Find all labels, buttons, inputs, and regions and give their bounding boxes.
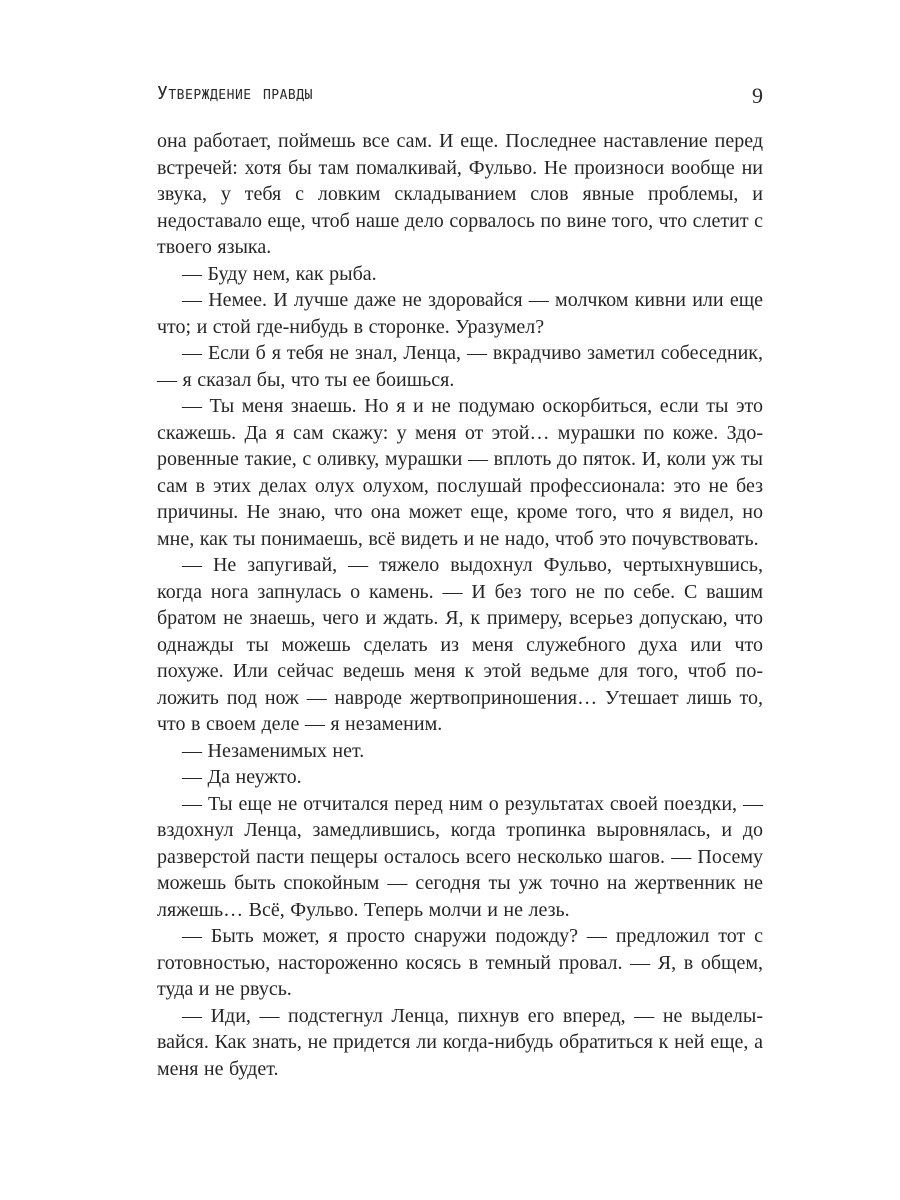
paragraph-1: она работает, поймешь все сам. И еще. Последнее наставление перед встречей: хотя бы там помалкивай, Фульво. Не произноси вообще ни звука, у тебя с ловким складыванием слов явные проблемы, и недоставало еще, чтоб наше дело сорвалось по вине того, что слетит с твоего языка. bbox=[157, 130, 763, 258]
paragraph-4: — Если б я тебя не знал, Ленца, — вкрадчиво заметил собеседник, — я сказал бы, что ты ее боишься. bbox=[157, 342, 763, 391]
body-text bbox=[157, 128, 763, 1082]
paragraph-11: — Иди, — подстегнул Ленца, пихнув его вперед, — не выделывайся. Как знать, не придется ли когда-нибудь обратиться к ней еще, а меня не будет. bbox=[157, 1004, 763, 1080]
paragraph-3: — Немее. И лучше даже не здоровайся — молчком кивни или еще что; и стой где-нибудь в сторонке. Уразумел? bbox=[157, 289, 763, 338]
paragraph-9: — Ты еще не отчитался перед ним о результатах своей поездки, — вздохнул Ленца, замедлившись, когда тропинка выровнялась, и до разверстой пасти пещеры осталось всего несколько шагов. — Посему можешь быть спокойным — сегодня ты уж точно на жертвенник не ляжешь… Всё, Фульво. Теперь молчи и не лезь. bbox=[157, 792, 763, 921]
running-head bbox=[157, 83, 763, 113]
paragraph-6: — Не запугивай, — тяжело выдохнул Фульво, чертыхнувшись, когда нога запнулась о камень. — И без того не по себе. С вашим братом не знаешь, чего и ждать. Я, к примеру, всерьез допускаю, что однажды ты можешь сделать из меня служебного духа или что похуже. Или сейчас ведешь меня к этой ведьме для того, чтоб положить под нож — навроде жертвоприношения… Утешает лишь то, что в своем деле — я незаменим. bbox=[157, 554, 763, 735]
paragraph-5: — Ты меня знаешь. Но я и не подумаю оскорбиться, если ты это скажешь. Да я сам скажу: у меня от этой… мурашки по коже. Здоровенные такие, с оливку, мурашки — вплоть до пяток. И, коли уж ты сам в этих делах олух олухом, послушай профессионала: это не без причины. Не знаю, что она может еще, кроме того, что я видел, но мне, как ты понимаешь, всё видеть и не надо, чтоб это почувствовать. bbox=[157, 395, 763, 550]
paragraph-2: — Буду нем, как рыба. bbox=[182, 262, 377, 285]
paragraph-8: — Да неужто. bbox=[182, 766, 302, 788]
paragraph-10: — Быть может, я просто снаружи подожду? — предложил тот с готовностью, настороженно косясь в темный провал. — Я, в общем, туда и не рвусь. bbox=[157, 925, 763, 1000]
page-number: 9 bbox=[752, 83, 763, 108]
paragraph-7: — Незаменимых нет. bbox=[182, 739, 365, 762]
running-title: Утверждение правды bbox=[157, 83, 313, 104]
